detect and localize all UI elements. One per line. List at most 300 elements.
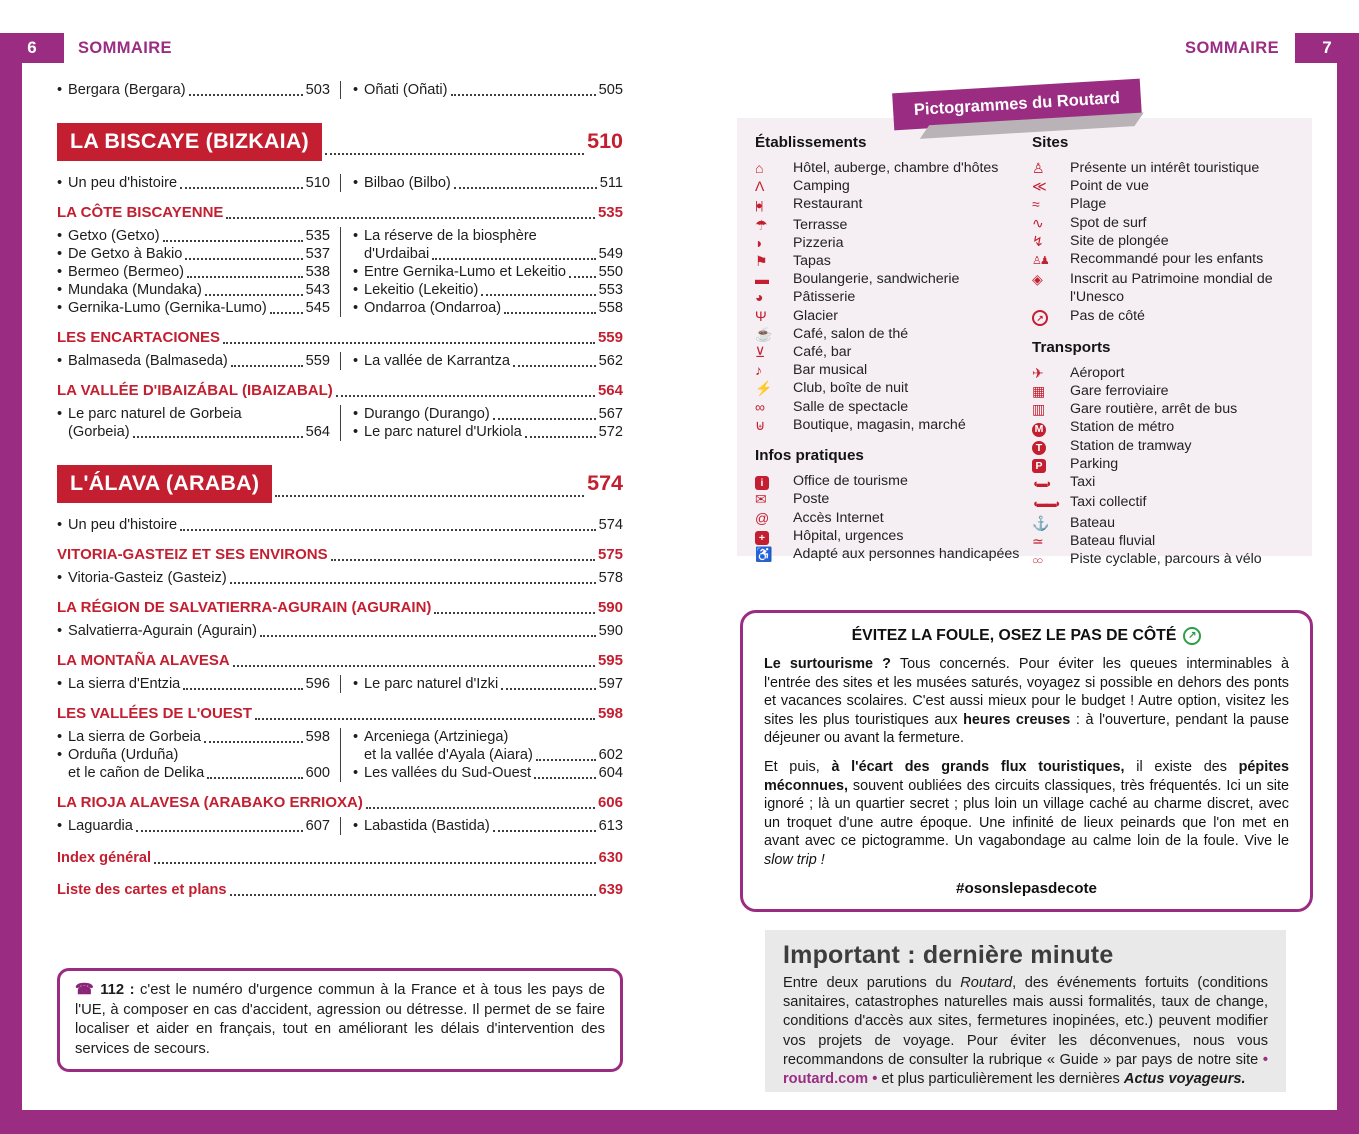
toc-entry-label: Les vallées du Sud-Ouest: [364, 765, 532, 781]
bullet: •: [57, 818, 63, 834]
leader-dots: [204, 741, 303, 743]
picto-label: Bateau fluvial: [1070, 532, 1156, 549]
toc-section-label: LA VALLÉE D'IBAIZÁBAL (IBAIZABAL): [57, 382, 333, 399]
important-title: Important : dernière minute: [783, 941, 1114, 969]
leader-dots: [325, 153, 584, 155]
toc-entry-label: Oñati (Oñati): [364, 82, 448, 98]
pictograms-box: [737, 118, 1312, 568]
picto-label: Taxi: [1070, 474, 1096, 491]
page-ref: 559: [305, 353, 330, 369]
toc-col-left: [57, 817, 340, 835]
page-ref: 545: [305, 300, 330, 316]
bar-musical-icon: ♪: [755, 362, 762, 379]
picto-row: [1032, 364, 1298, 382]
toc-section-label: LA MONTAÑA ALAVESA: [57, 652, 230, 669]
toc-section-label: LA CÔTE BISCAYENNE: [57, 204, 224, 221]
bullet: •: [57, 282, 63, 298]
leader-dots: [434, 612, 595, 614]
page-ref: 505: [598, 82, 623, 98]
toc-entry-label: La vallée de Karrantza: [364, 353, 511, 369]
plongee-icon: ↯: [1032, 232, 1044, 249]
leader-dots: [493, 418, 596, 420]
toc-col-left: [57, 728, 340, 782]
picto-label: Terrasse: [793, 216, 848, 233]
toc-section-label: VITORIA-GASTEIZ ET SES ENVIRONS: [57, 546, 328, 563]
toc-entry: [57, 516, 623, 534]
toc-entry-label: Bilbao (Bilbo): [364, 175, 451, 191]
bullet: •: [353, 353, 359, 369]
leader-dots: [180, 529, 596, 531]
toc-entry-label: Mundaka (Mundaka): [68, 282, 202, 298]
picto-label: Aéroport: [1070, 364, 1125, 381]
camping-icon: Λ: [755, 178, 765, 195]
bullet: •: [57, 264, 63, 280]
leader-dots: [187, 276, 303, 278]
leader-dots: [183, 688, 302, 690]
picto-row: [755, 177, 1032, 195]
page-ref: 543: [305, 282, 330, 298]
text-segment: : à l'ouverture, pendant la pause déjeuner ou avant la fermeture.: [764, 711, 1289, 747]
picto-label: Glacier: [793, 307, 838, 324]
bullet: •: [57, 676, 63, 692]
boutique-icon: ⊎: [755, 416, 766, 433]
toc-index-entry: [57, 881, 623, 899]
leader-dots: [230, 582, 596, 584]
page-ref: 595: [597, 652, 623, 669]
toc-section: [57, 382, 623, 400]
toc-col-left: [57, 405, 340, 441]
toc-entry-label: Labastida (Bastida): [364, 818, 490, 834]
toc-entry-label: et le cañon de Delika: [68, 765, 205, 781]
page-ref: 564: [597, 382, 623, 399]
pas-de-cote-icon: ↗: [1183, 627, 1201, 645]
page-ref: 559: [597, 329, 623, 346]
bottom-bar: [0, 1110, 1359, 1134]
toc-col-right: [340, 81, 623, 99]
page-ref: 510: [587, 129, 623, 153]
picto-row: [1032, 493, 1298, 513]
picto-row: [755, 270, 1032, 288]
pictos-column-right: [1032, 134, 1298, 568]
toc-two-columns: [57, 227, 623, 317]
cafe-bar-icon: ⊻: [755, 344, 766, 361]
page-number-left: 6: [0, 33, 64, 63]
toc-entry: [353, 227, 623, 245]
toc-entry-label: Un peu d'histoire: [68, 175, 178, 191]
bullet: •: [57, 228, 63, 244]
picto-label: Pizzeria: [793, 234, 844, 251]
leader-dots: [185, 258, 302, 260]
restaurant-icon: |●|: [755, 200, 762, 213]
toc-entry-label: (Gorbeia): [68, 424, 130, 440]
toc-col-right: [340, 352, 623, 370]
picto-label: Accès Internet: [793, 509, 884, 526]
picto-row: [1032, 473, 1298, 493]
leader-dots: [481, 294, 595, 296]
page-ref: 511: [599, 175, 623, 191]
picto-label: Poste: [793, 491, 830, 508]
left-edge-bar: [0, 63, 22, 1134]
page-ref: 558: [598, 300, 623, 316]
picto-label: Adapté aux personnes handicapées: [793, 545, 1020, 562]
leader-dots: [534, 777, 596, 779]
toc-section: [57, 705, 623, 723]
toc-entry: [57, 81, 330, 99]
toc-entry: [353, 817, 623, 835]
toc-col-right: [340, 675, 623, 693]
toc-entry-label: Bermeo (Bermeo): [68, 264, 184, 280]
text-segment: , des événements fortuits (conditions sanitaires, catastrophes naturelles mais aussi formalités, taux de change, conditions d'accès aux sites, fermetures inopinées, etc.) peuvent modifier vos projets de voyage. Pour éviter les déconvenues, nous vous recommandons de consulter la rubrique « Guide » par pays de notre site: [783, 975, 1268, 1068]
table-of-contents: [57, 78, 623, 899]
toc-entry-label: Le parc naturel d'Izki: [364, 676, 499, 692]
page-ref: 639: [598, 882, 623, 898]
picto-label: Bar musical: [793, 362, 868, 379]
leader-dots: [255, 718, 595, 720]
toc-entry: [353, 405, 623, 423]
terrasse-icon: ☂: [755, 216, 768, 233]
toc-entry-label: Liste des cartes et plans: [57, 882, 227, 898]
picto-label: Boutique, magasin, marché: [793, 416, 966, 433]
plage-icon: ≈: [1032, 196, 1040, 213]
leader-dots: [189, 94, 303, 96]
page-ref: 535: [305, 228, 330, 244]
bullet: •: [57, 353, 63, 369]
leader-dots: [275, 495, 584, 497]
picto-row: [1032, 177, 1298, 195]
bullet: •: [57, 82, 63, 98]
sommaire-heading-right: SOMMAIRE: [1185, 39, 1279, 57]
picto-row: [1032, 514, 1298, 532]
page-ref: 578: [598, 570, 623, 586]
toc-section: [57, 794, 623, 812]
toc-entry: [353, 245, 623, 263]
bullet: •: [353, 676, 359, 692]
bullet: •: [57, 729, 63, 745]
picto-label: Office de tourisme: [793, 473, 908, 490]
picto-label: Hôtel, auberge, chambre d'hôtes: [793, 160, 999, 176]
toc-col-right: [340, 817, 623, 835]
toc-entry: [353, 423, 623, 441]
pictos-column-left: [755, 134, 1032, 562]
text-segment: • routard.com •: [783, 1051, 1268, 1088]
text-segment: c'est le numéro d'urgence commun à la France et à tous les pays de l'UE, à composer en cas d'accident, agression ou détresse. Il permet de se faire localiser et aider en français, tout en améliorant les délais d'intervention des services de secours.: [75, 982, 605, 1057]
toc-entry-label: Salvatierra-Agurain (Agurain): [68, 623, 257, 639]
toc-col-right: [340, 728, 623, 782]
leader-dots: [260, 635, 596, 637]
picto-row: [755, 234, 1032, 252]
glacier-icon: Ψ: [755, 307, 767, 324]
toc-section-label: LA RÉGION DE SALVATIERRA-AGURAIN (AGURAIN): [57, 599, 432, 616]
important-body: [783, 974, 1268, 1089]
page-ref: 550: [598, 264, 623, 280]
toc-entry: [353, 675, 623, 693]
toc-section: [57, 546, 623, 564]
cafe-salon-the-icon: ☕: [755, 325, 773, 342]
boulangerie-icon: ▬: [755, 271, 769, 288]
toc-entry-label: Gernika-Lumo (Gernika-Lumo): [68, 300, 267, 316]
toc-entry: [57, 675, 330, 693]
parking-icon: P: [1032, 455, 1070, 473]
bullet: •: [57, 570, 63, 586]
toc-entry: [57, 263, 330, 281]
picto-label: Café, bar: [793, 344, 852, 361]
picto-label: Parking: [1070, 455, 1119, 472]
toc-col-left: [57, 174, 340, 192]
picto-label: Inscrit au Patrimoine mondial de l'Unesco: [1070, 271, 1273, 306]
picto-row: [755, 159, 1032, 177]
bullet: •: [57, 300, 63, 316]
picto-label: Salle de spectacle: [793, 398, 909, 415]
bullet: •: [353, 818, 359, 834]
handicap-icon: ♿: [755, 545, 773, 562]
toc-entry: [57, 622, 623, 640]
picto-label: Bateau: [1070, 514, 1115, 531]
bullet: •: [353, 175, 359, 191]
pictos-banner: [892, 79, 1142, 131]
picto-label: Piste cyclable, parcours à vélo: [1070, 551, 1262, 568]
pictos-banner-label: Pictogrammes du Routard: [913, 88, 1121, 120]
picto-label: Boulangerie, sandwicherie: [793, 271, 960, 288]
leader-dots: [454, 187, 597, 189]
leader-dots: [451, 94, 596, 96]
toc-two-columns: [57, 174, 623, 192]
bullet: •: [353, 729, 359, 745]
page-ref: 549: [598, 246, 623, 262]
leader-dots: [226, 217, 595, 219]
picto-row: [755, 343, 1032, 361]
hopital-icon: +: [755, 527, 793, 545]
picto-label: Gare routière, arrêt de bus: [1070, 401, 1238, 418]
toc-two-columns: [57, 81, 623, 99]
toc-entry: [57, 281, 330, 299]
toc-entry-label: Durango (Durango): [364, 406, 490, 422]
toc-two-columns: [57, 728, 623, 782]
toc-section-label: LES VALLÉES DE L'OUEST: [57, 705, 252, 722]
toc-banner: [57, 465, 623, 503]
enfants-icon: ♙♟: [1032, 255, 1048, 268]
picto-row: [1032, 159, 1298, 177]
toc-entry-label: et la vallée d'Ayala (Aiara): [364, 747, 533, 763]
page-ref: 537: [305, 246, 330, 262]
gare-ferroviaire-icon: ▦: [1032, 383, 1046, 400]
text-segment: slow trip !: [764, 851, 825, 868]
toc-entry: [57, 245, 330, 263]
page-ref: 503: [305, 82, 330, 98]
page-ref: 575: [597, 546, 623, 563]
leader-dots: [270, 312, 303, 314]
toc-entry: [57, 174, 330, 192]
bullet: •: [353, 406, 359, 422]
toc-col-right: [340, 405, 623, 441]
picto-row: [1032, 195, 1298, 213]
leader-dots: [432, 258, 595, 260]
text-segment: heures creuses: [963, 711, 1071, 728]
tapas-icon: ⚑: [755, 253, 768, 270]
evitez-hashtag: #osonslepasdecote: [956, 879, 1097, 897]
page-ref: 535: [597, 204, 623, 221]
sommaire-heading-left: SOMMAIRE: [78, 39, 172, 57]
picto-row: [755, 379, 1032, 397]
leader-dots: [504, 312, 596, 314]
text-segment: Actus voyageurs.: [1123, 1071, 1246, 1088]
interet-touristique-icon: ♙: [1032, 160, 1045, 176]
leader-dots: [331, 559, 595, 561]
picto-row: [1032, 232, 1298, 250]
page-ref: 598: [305, 729, 330, 745]
leader-dots: [207, 777, 302, 779]
evitez-paragraph-2: [764, 758, 1289, 870]
toc-section-label: LES ENCARTACIONES: [57, 329, 221, 346]
toc-section: [57, 599, 623, 617]
velo-icon: ○○: [1032, 555, 1042, 568]
page-ref: 598: [597, 705, 623, 722]
picto-label: Plage: [1070, 196, 1107, 213]
toc-col-left: [57, 352, 340, 370]
text-segment: Entre deux parutions du: [783, 975, 961, 991]
page-ref: 590: [598, 623, 623, 639]
page-ref: 606: [597, 794, 623, 811]
toc-entry-label: d'Urdaibai: [364, 246, 430, 262]
toc-entry: [353, 263, 623, 281]
important-box: [765, 930, 1286, 1092]
leader-dots: [136, 830, 303, 832]
toc-entry-label: Un peu d'histoire: [68, 517, 178, 533]
bateau-icon: ⚓: [1032, 514, 1050, 531]
picto-label: Camping: [793, 178, 850, 195]
leader-dots: [501, 688, 595, 690]
toc-col-left: [57, 227, 340, 317]
page-ref: 574: [587, 471, 623, 495]
page-ref: 600: [305, 765, 330, 781]
toc-col-right: [340, 174, 623, 192]
picto-label: Pâtisserie: [793, 289, 856, 306]
toc-col-left: [57, 81, 340, 99]
toc-section-label: LA RIOJA ALAVESA (ARABAKO ERRIOXA): [57, 794, 363, 811]
picto-row: [755, 398, 1032, 416]
picto-label: Restaurant: [793, 196, 863, 213]
page-ref: 630: [598, 850, 623, 866]
picto-row: [1032, 400, 1298, 418]
toc-entry: [353, 174, 623, 192]
toc-two-columns: [57, 817, 623, 835]
picto-label: Présente un intérêt touristique: [1070, 160, 1260, 176]
toc-entry-label: Arceniega (Artziniega): [364, 729, 509, 745]
picto-label: Pas de côté: [1070, 307, 1145, 324]
leader-dots: [180, 187, 303, 189]
point-de-vue-icon: ≪: [1032, 178, 1047, 195]
page-number-right: 7: [1295, 33, 1359, 63]
evitez-title: [764, 627, 1289, 645]
toc-banner-label: LA BISCAYE (BIZKAIA): [57, 123, 322, 161]
pictos-group-header: Infos pratiques: [755, 447, 864, 465]
text-segment: Et puis,: [764, 758, 832, 775]
picto-label: Point de vue: [1070, 178, 1149, 195]
leader-dots: [163, 240, 303, 242]
club-icon: ⚡: [755, 380, 773, 397]
page-ref: 510: [305, 175, 330, 191]
toc-entry-label: Le parc naturel de Gorbeia: [68, 406, 242, 422]
leader-dots: [366, 807, 595, 809]
picto-label: Taxi collectif: [1070, 494, 1147, 511]
toc-entry-label: Entre Gernika-Lumo et Lekeitio: [364, 264, 566, 280]
toc-section: [57, 652, 623, 670]
pictos-group-header: Transports: [1032, 338, 1111, 356]
picto-row: [1032, 437, 1298, 455]
picto-row: [755, 490, 1032, 508]
bullet: •: [57, 517, 63, 533]
picto-row: [1032, 250, 1298, 270]
toc-section: [57, 329, 623, 347]
spot-surf-icon: ∿: [1032, 214, 1044, 231]
page-ref: 562: [598, 353, 623, 369]
picto-row: [1032, 418, 1298, 436]
acces-internet-icon: @: [755, 509, 770, 526]
toc-entry-label: Index général: [57, 850, 152, 866]
bullet: •: [353, 282, 359, 298]
page-ref: 590: [597, 599, 623, 616]
emergency-112-box: [57, 968, 623, 1072]
toc-entry: [57, 764, 330, 782]
picto-row: [1032, 382, 1298, 400]
picto-label: Gare ferroviaire: [1070, 383, 1169, 400]
picto-row: [755, 288, 1032, 306]
picto-row: [755, 195, 1032, 215]
picto-label: Tapas: [793, 253, 831, 270]
page-ref: 572: [598, 424, 623, 440]
picto-row: [1032, 455, 1298, 473]
tramway-icon: T: [1032, 437, 1070, 455]
leader-dots: [133, 436, 303, 438]
toc-entry: [57, 569, 623, 587]
emergency-112-text: [75, 982, 605, 1057]
leader-dots: [513, 365, 596, 367]
toc-banner: [57, 123, 623, 161]
evitez-title-text: ÉVITEZ LA FOULE, OSEZ LE PAS DE CÔTÉ: [851, 627, 1177, 644]
picto-row: [755, 325, 1032, 343]
poste-icon: ✉: [755, 491, 767, 508]
taxi-icon: ◖▬◗: [1032, 478, 1051, 491]
text-segment: et plus particulièrement les dernières: [877, 1071, 1124, 1088]
picto-row: [1032, 214, 1298, 232]
bullet: •: [353, 228, 359, 244]
bullet: •: [353, 765, 359, 781]
toc-entry: [57, 227, 330, 245]
evitez-la-foule-box: [740, 610, 1313, 912]
leader-dots: [223, 342, 595, 344]
text-segment: il existe des: [1124, 758, 1239, 775]
picto-row: [755, 472, 1032, 490]
toc-entry: [57, 746, 330, 764]
salle-spectacle-icon: ∞: [755, 398, 765, 415]
picto-row: [755, 527, 1032, 545]
page-ref: 574: [598, 517, 623, 533]
toc-section: [57, 204, 623, 222]
toc-banner-label: L'ÁLAVA (ARABA): [57, 465, 272, 503]
metro-icon: M: [1032, 418, 1070, 436]
toc-entry: [353, 81, 623, 99]
text-segment: souvent oubliées des circuits classiques, très fréquentés. Ici un site ignoré ; là un quartier secret ; plus loin un village caché au charme discret, avec un troquet d'une autre époque. Une infinité de lieux peinards que l'on met en avant avec ce pictogramme. Un vagabondage au calme loin de la foule. Vive le: [764, 777, 1289, 850]
page-ref: 597: [598, 676, 623, 692]
toc-two-columns: [57, 675, 623, 693]
pizzeria-icon: ◗: [755, 234, 764, 251]
bullet: •: [57, 623, 63, 639]
toc-entry-label: Ondarroa (Ondarroa): [364, 300, 502, 316]
toc-col-right: [340, 227, 623, 317]
taxi-collectif-icon: ◖▬▬◗: [1032, 498, 1060, 511]
toc-entry-label: La sierra d'Entzia: [68, 676, 181, 692]
toc-entry: [353, 281, 623, 299]
unesco-icon: ◈: [1032, 271, 1043, 288]
